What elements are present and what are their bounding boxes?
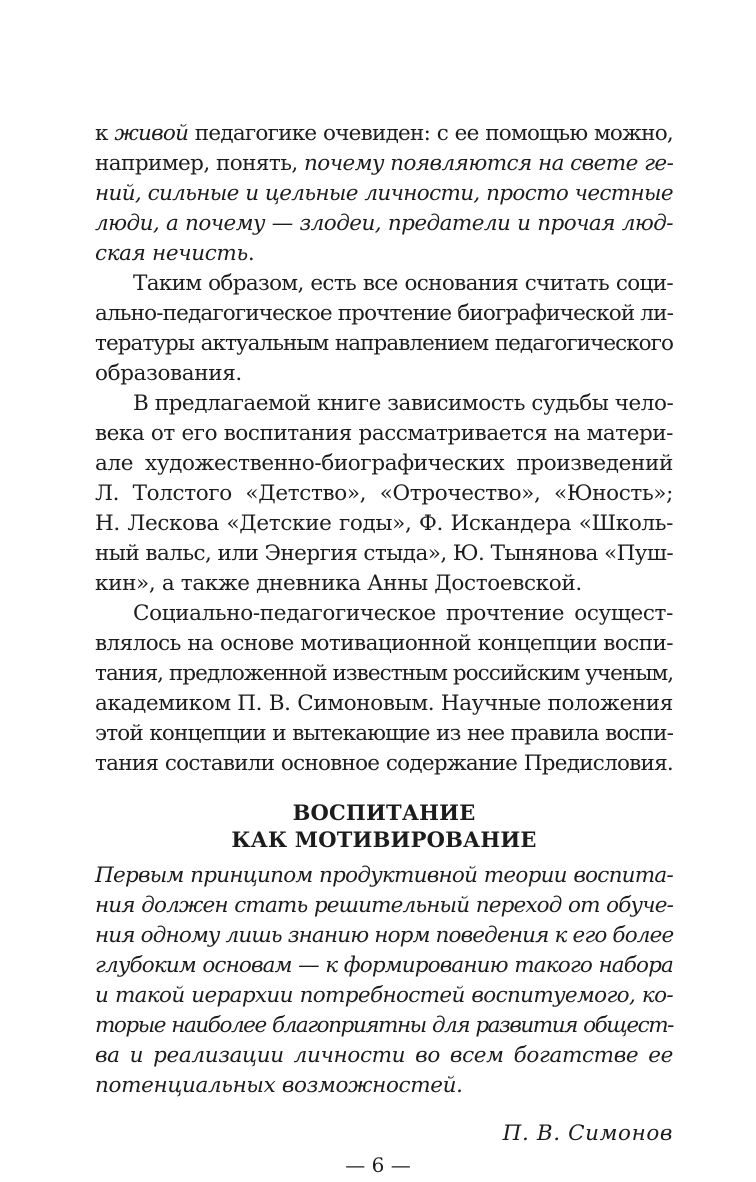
epigraph-line: ния должен стать решительный переход от обуче- (95, 893, 673, 918)
italic-text-run: ская нечисть (95, 241, 248, 266)
italic-text-run: живой (114, 121, 189, 146)
epigraph-line: потенциальных возможностей. (95, 1073, 463, 1098)
paragraph-2-line: века от его воспитания рассматривается на матери- (95, 421, 673, 446)
paragraph-2-line: Н. Лескова «Детские годы», Ф. Искандера «Школь- (95, 511, 673, 536)
paragraph-1-line: Таким образом, есть все основания считать соци- (133, 271, 673, 296)
text-run: к (95, 121, 115, 146)
epigraph-author: П. В. Симонов (502, 1121, 673, 1146)
epigraph-line: ва и реализации личности во всем богатстве ее (95, 1043, 673, 1068)
epigraph-line: ния одному лишь знанию норм поведения к его более (95, 923, 674, 948)
paragraph-2-line: Л. Толстого «Детство», «Отрочество», «Юность»; (95, 481, 673, 506)
paragraph-3-line: этой концепции и вытекающие из нее правила воспи- (95, 721, 673, 746)
text-run: . (247, 241, 255, 266)
epigraph-line: Первым принципом продуктивной теории воспита- (95, 863, 673, 888)
paragraph-1-line: ально-педагогическое прочтение биографической ли- (95, 301, 673, 326)
paragraph-3-line: тания составили основное содержание Предисловия. (95, 751, 673, 776)
epigraph-line: торые наиболее благоприятны для развития общест- (95, 1013, 673, 1038)
paragraph-2-line: але художественно-биографических произведений (95, 451, 673, 476)
section-heading-line-1: ВОСПИТАНИЕ (292, 800, 476, 825)
paragraph-3-line: тания, предложенной известным российским ученым, (95, 661, 674, 686)
text-run: педагогике очевиден: с ее помощью можно, (188, 121, 674, 146)
text-run: например, понять, (95, 151, 304, 176)
body-line (95, 149, 673, 179)
epigraph-line: глубоким основам — к формированию такого набора (95, 953, 673, 978)
body-line: ний, сильные и цельные личности, просто честные (95, 181, 673, 206)
section-heading-line-2: КАК МОТИВИРОВАНИЕ (231, 827, 537, 852)
paragraph-3-line: влялось на основе мотивационной концепции воспи- (95, 631, 673, 656)
paragraph-3-line: академиком П. В. Симоновым. Научные положения (95, 691, 673, 716)
epigraph-line: и такой иерархии потребностей воспитуемого, ко- (95, 983, 673, 1008)
italic-text-run: почему появляются на свете ге- (304, 151, 674, 176)
paragraph-3-line: Социально-педагогическое прочтение осущест- (133, 601, 673, 626)
page-number: — 6 — (345, 1153, 411, 1177)
body-line (95, 119, 673, 149)
paragraph-2-line: ный вальс, или Энергия стыда», Ю. Тынянова «Пуш- (95, 541, 674, 566)
paragraph-1-line: тературы актуальным направлением педагогического (95, 331, 673, 356)
body-line (95, 239, 673, 269)
paragraph-2-line: В предлагаемой книге зависимость судьбы чело- (133, 391, 674, 416)
body-line: люди, а почему — злодеи, предатели и прочая люд- (95, 211, 673, 236)
paragraph-2-line: кин», а также дневника Анны Достоевской. (95, 571, 582, 596)
paragraph-1-line: образования. (95, 361, 242, 386)
